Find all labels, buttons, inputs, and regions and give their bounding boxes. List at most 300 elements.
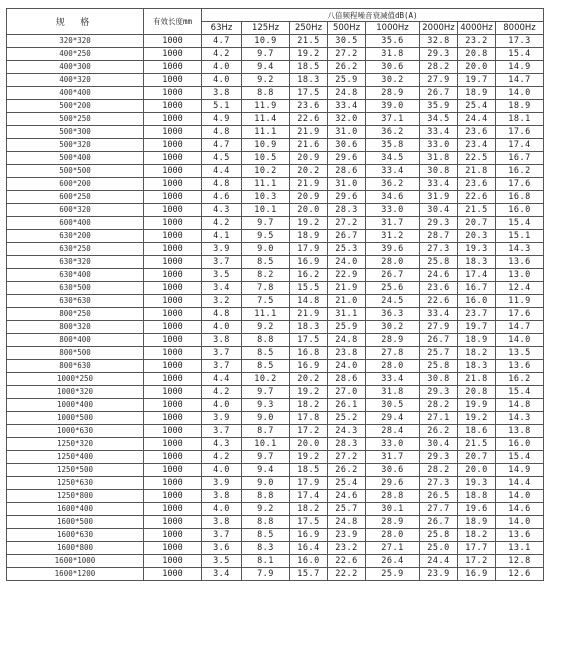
band-header: 2000Hz (420, 22, 458, 35)
length-cell: 1000 (144, 555, 202, 568)
attenuation-value-cell: 19.3 (458, 477, 496, 490)
attenuation-value-cell: 21.9 (328, 282, 366, 295)
attenuation-value-cell: 28.9 (366, 87, 420, 100)
attenuation-value-cell: 17.4 (496, 139, 544, 152)
attenuation-value-cell: 24.3 (328, 425, 366, 438)
attenuation-value-cell: 18.9 (496, 100, 544, 113)
spec-cell: 400*300 (7, 61, 144, 74)
attenuation-value-cell: 3.6 (202, 542, 242, 555)
attenuation-value-cell: 26.7 (328, 230, 366, 243)
attenuation-value-cell: 14.4 (496, 477, 544, 490)
attenuation-value-cell: 4.0 (202, 321, 242, 334)
attenuation-value-cell: 17.6 (496, 178, 544, 191)
attenuation-value-cell: 31.8 (420, 152, 458, 165)
spec-cell: 1000*500 (7, 412, 144, 425)
attenuation-value-cell: 17.3 (496, 35, 544, 48)
spec-cell: 1600*400 (7, 503, 144, 516)
attenuation-value-cell: 7.8 (242, 282, 290, 295)
attenuation-value-cell: 20.0 (290, 204, 328, 217)
attenuation-value-cell: 9.0 (242, 243, 290, 256)
length-column-header: 有效长度mm (144, 9, 202, 35)
length-cell: 1000 (144, 347, 202, 360)
attenuation-value-cell: 39.6 (366, 243, 420, 256)
table-row (7, 503, 544, 516)
attenuation-value-cell: 15.4 (496, 386, 544, 399)
attenuation-value-cell: 9.2 (242, 503, 290, 516)
length-cell: 1000 (144, 321, 202, 334)
attenuation-value-cell: 35.6 (366, 35, 420, 48)
table-row (7, 217, 544, 230)
length-cell: 1000 (144, 165, 202, 178)
spec-cell: 400*250 (7, 48, 144, 61)
attenuation-value-cell: 31.7 (366, 217, 420, 230)
attenuation-value-cell: 3.8 (202, 334, 242, 347)
attenuation-value-cell: 22.6 (420, 295, 458, 308)
attenuation-value-cell: 20.8 (458, 386, 496, 399)
spec-cell: 500*200 (7, 100, 144, 113)
spec-cell: 600*200 (7, 178, 144, 191)
attenuation-value-cell: 16.0 (290, 555, 328, 568)
attenuation-value-cell: 4.8 (202, 308, 242, 321)
attenuation-value-cell: 25.7 (420, 347, 458, 360)
attenuation-value-cell: 28.8 (366, 490, 420, 503)
attenuation-value-cell: 25.3 (328, 243, 366, 256)
attenuation-value-cell: 23.6 (458, 126, 496, 139)
attenuation-value-cell: 10.1 (242, 438, 290, 451)
attenuation-value-cell: 8.5 (242, 360, 290, 373)
attenuation-value-cell: 19.2 (290, 451, 328, 464)
spec-cell: 800*320 (7, 321, 144, 334)
attenuation-value-cell: 22.2 (328, 568, 366, 581)
attenuation-value-cell: 14.6 (496, 503, 544, 516)
attenuation-value-cell: 23.9 (420, 568, 458, 581)
spec-cell: 1250*630 (7, 477, 144, 490)
attenuation-value-cell: 11.9 (496, 295, 544, 308)
attenuation-value-cell: 34.6 (366, 191, 420, 204)
length-cell: 1000 (144, 295, 202, 308)
table-row (7, 568, 544, 581)
spec-cell: 1600*1200 (7, 568, 144, 581)
table-row (7, 451, 544, 464)
attenuation-value-cell: 16.0 (496, 204, 544, 217)
band-header: 250Hz (290, 22, 328, 35)
attenuation-value-cell: 17.4 (290, 490, 328, 503)
length-cell: 1000 (144, 334, 202, 347)
attenuation-value-cell: 11.4 (242, 113, 290, 126)
table-row (7, 178, 544, 191)
attenuation-value-cell: 20.3 (458, 230, 496, 243)
length-cell: 1000 (144, 126, 202, 139)
attenuation-value-cell: 23.8 (328, 347, 366, 360)
length-cell: 1000 (144, 503, 202, 516)
attenuation-value-cell: 19.2 (458, 412, 496, 425)
attenuation-value-cell: 4.7 (202, 139, 242, 152)
attenuation-value-cell: 21.5 (458, 438, 496, 451)
length-cell: 1000 (144, 269, 202, 282)
attenuation-value-cell: 28.0 (366, 256, 420, 269)
attenuation-value-cell: 15.4 (496, 451, 544, 464)
attenuation-value-cell: 17.2 (290, 425, 328, 438)
attenuation-value-cell: 25.9 (328, 321, 366, 334)
attenuation-value-cell: 28.6 (328, 165, 366, 178)
attenuation-value-cell: 25.2 (328, 412, 366, 425)
length-cell: 1000 (144, 282, 202, 295)
attenuation-value-cell: 28.0 (366, 360, 420, 373)
attenuation-value-cell: 4.6 (202, 191, 242, 204)
table-row (7, 282, 544, 295)
band-header: 8000Hz (496, 22, 544, 35)
attenuation-value-cell: 7.9 (242, 568, 290, 581)
attenuation-value-cell: 25.6 (366, 282, 420, 295)
spec-cell: 1250*800 (7, 490, 144, 503)
length-cell: 1000 (144, 490, 202, 503)
table-row (7, 126, 544, 139)
attenuation-value-cell: 4.0 (202, 74, 242, 87)
attenuation-value-cell: 31.0 (328, 126, 366, 139)
table-row (7, 74, 544, 87)
attenuation-value-cell: 30.2 (366, 74, 420, 87)
length-cell: 1000 (144, 61, 202, 74)
spec-cell: 1250*500 (7, 464, 144, 477)
length-cell: 1000 (144, 152, 202, 165)
attenuation-value-cell: 24.8 (328, 87, 366, 100)
attenuation-value-cell: 25.8 (420, 529, 458, 542)
attenuation-value-cell: 10.2 (242, 373, 290, 386)
attenuation-value-cell: 30.8 (420, 373, 458, 386)
attenuation-value-cell: 22.6 (328, 555, 366, 568)
attenuation-value-cell: 7.5 (242, 295, 290, 308)
table-row (7, 87, 544, 100)
attenuation-value-cell: 18.9 (458, 87, 496, 100)
attenuation-value-cell: 18.3 (290, 74, 328, 87)
attenuation-value-cell: 30.6 (366, 464, 420, 477)
attenuation-value-cell: 30.6 (366, 61, 420, 74)
attenuation-value-cell: 16.8 (496, 191, 544, 204)
attenuation-value-cell: 28.2 (420, 399, 458, 412)
attenuation-value-cell: 24.8 (328, 334, 366, 347)
length-cell: 1000 (144, 386, 202, 399)
spec-cell: 800*400 (7, 334, 144, 347)
attenuation-value-cell: 15.4 (496, 217, 544, 230)
attenuation-value-cell: 8.8 (242, 516, 290, 529)
attenuation-value-cell: 22.6 (290, 113, 328, 126)
attenuation-value-cell: 25.0 (420, 542, 458, 555)
attenuation-value-cell: 22.6 (458, 191, 496, 204)
length-cell: 1000 (144, 100, 202, 113)
attenuation-value-cell: 4.4 (202, 373, 242, 386)
attenuation-value-cell: 28.6 (328, 373, 366, 386)
spec-cell: 800*500 (7, 347, 144, 360)
attenuation-value-cell: 20.8 (458, 48, 496, 61)
spec-cell: 1600*800 (7, 542, 144, 555)
attenuation-value-cell: 17.6 (496, 308, 544, 321)
spec-cell: 1000*320 (7, 386, 144, 399)
table-row (7, 321, 544, 334)
attenuation-value-cell: 29.6 (328, 152, 366, 165)
table-row (7, 477, 544, 490)
attenuation-value-cell: 4.0 (202, 399, 242, 412)
attenuation-value-cell: 4.0 (202, 503, 242, 516)
attenuation-value-cell: 20.0 (458, 61, 496, 74)
attenuation-value-cell: 31.8 (366, 386, 420, 399)
spec-column-header: 规 格 (7, 9, 144, 35)
attenuation-value-cell: 23.6 (420, 282, 458, 295)
attenuation-value-cell: 35.8 (366, 139, 420, 152)
attenuation-value-cell: 26.7 (420, 334, 458, 347)
attenuation-value-cell: 20.7 (458, 217, 496, 230)
attenuation-value-cell: 4.7 (202, 35, 242, 48)
attenuation-value-cell: 23.7 (458, 308, 496, 321)
attenuation-value-cell: 8.8 (242, 490, 290, 503)
attenuation-value-cell: 30.8 (420, 165, 458, 178)
attenuation-value-cell: 25.4 (458, 100, 496, 113)
attenuation-value-cell: 19.2 (290, 48, 328, 61)
attenuation-value-cell: 17.5 (290, 334, 328, 347)
attenuation-value-cell: 30.1 (366, 503, 420, 516)
attenuation-value-cell: 3.8 (202, 87, 242, 100)
spec-cell: 630*200 (7, 230, 144, 243)
length-cell: 1000 (144, 529, 202, 542)
attenuation-value-cell: 11.1 (242, 308, 290, 321)
attenuation-value-cell: 30.4 (420, 438, 458, 451)
attenuation-value-cell: 28.9 (366, 516, 420, 529)
table-row (7, 308, 544, 321)
table-row (7, 360, 544, 373)
spec-cell: 400*400 (7, 87, 144, 100)
attenuation-value-cell: 10.2 (242, 165, 290, 178)
table-row (7, 204, 544, 217)
attenuation-value-cell: 9.7 (242, 48, 290, 61)
attenuation-value-cell: 39.0 (366, 100, 420, 113)
attenuation-value-cell: 32.0 (328, 113, 366, 126)
attenuation-value-cell: 4.3 (202, 204, 242, 217)
attenuation-value-cell: 31.9 (420, 191, 458, 204)
attenuation-value-cell: 15.5 (290, 282, 328, 295)
attenuation-value-cell: 8.1 (242, 555, 290, 568)
attenuation-value-cell: 25.9 (366, 568, 420, 581)
attenuation-value-cell: 21.8 (458, 373, 496, 386)
attenuation-value-cell: 17.5 (290, 87, 328, 100)
spec-cell: 600*320 (7, 204, 144, 217)
table-row (7, 100, 544, 113)
attenuation-value-cell: 8.7 (242, 425, 290, 438)
spec-cell: 1250*320 (7, 438, 144, 451)
spec-cell: 400*320 (7, 74, 144, 87)
attenuation-value-cell: 16.9 (458, 568, 496, 581)
spec-cell: 500*500 (7, 165, 144, 178)
attenuation-value-cell: 21.9 (290, 308, 328, 321)
attenuation-value-cell: 26.7 (366, 269, 420, 282)
attenuation-value-cell: 15.7 (290, 568, 328, 581)
table-row (7, 347, 544, 360)
attenuation-value-cell: 29.3 (420, 386, 458, 399)
attenuation-value-cell: 27.8 (366, 347, 420, 360)
spec-cell: 1600*630 (7, 529, 144, 542)
attenuation-value-cell: 14.0 (496, 87, 544, 100)
attenuation-value-cell: 13.6 (496, 256, 544, 269)
attenuation-value-cell: 24.8 (328, 516, 366, 529)
attenuation-value-cell: 4.2 (202, 217, 242, 230)
attenuation-value-cell: 31.7 (366, 451, 420, 464)
attenuation-value-cell: 3.7 (202, 360, 242, 373)
attenuation-value-cell: 26.2 (328, 464, 366, 477)
attenuation-value-cell: 14.7 (496, 321, 544, 334)
attenuation-value-cell: 26.2 (328, 61, 366, 74)
attenuation-value-cell: 13.1 (496, 542, 544, 555)
attenuation-value-cell: 30.6 (328, 139, 366, 152)
attenuation-value-cell: 3.7 (202, 425, 242, 438)
attenuation-value-cell: 9.3 (242, 399, 290, 412)
attenuation-value-cell: 10.9 (242, 139, 290, 152)
attenuation-value-cell: 4.1 (202, 230, 242, 243)
table-row (7, 152, 544, 165)
band-header: 500Hz (328, 22, 366, 35)
attenuation-value-cell: 14.0 (496, 334, 544, 347)
attenuation-value-cell: 27.7 (420, 503, 458, 516)
table-row (7, 438, 544, 451)
attenuation-value-cell: 16.0 (458, 295, 496, 308)
attenuation-value-cell: 37.1 (366, 113, 420, 126)
attenuation-value-cell: 26.2 (420, 425, 458, 438)
spec-cell: 1250*400 (7, 451, 144, 464)
attenuation-value-cell: 24.0 (328, 360, 366, 373)
attenuation-value-cell: 25.9 (328, 74, 366, 87)
attenuation-value-cell: 16.4 (290, 542, 328, 555)
length-cell: 1000 (144, 217, 202, 230)
table-row (7, 334, 544, 347)
length-cell: 1000 (144, 113, 202, 126)
attenuation-value-cell: 29.6 (366, 477, 420, 490)
attenuation-value-cell: 21.9 (290, 126, 328, 139)
attenuation-value-cell: 16.9 (290, 360, 328, 373)
attenuation-value-cell: 28.3 (328, 438, 366, 451)
table-row (7, 529, 544, 542)
spec-cell: 500*400 (7, 152, 144, 165)
attenuation-value-cell: 26.4 (366, 555, 420, 568)
noise-attenuation-table (6, 8, 544, 581)
attenuation-value-cell: 16.2 (290, 269, 328, 282)
attenuation-value-cell: 23.2 (458, 35, 496, 48)
attenuation-value-cell: 33.4 (366, 373, 420, 386)
attenuation-value-cell: 9.7 (242, 217, 290, 230)
attenuation-value-cell: 5.1 (202, 100, 242, 113)
length-cell: 1000 (144, 139, 202, 152)
attenuation-value-cell: 24.6 (420, 269, 458, 282)
attenuation-value-cell: 16.2 (496, 373, 544, 386)
attenuation-value-cell: 9.5 (242, 230, 290, 243)
attenuation-value-cell: 17.4 (458, 269, 496, 282)
spec-cell: 1600*500 (7, 516, 144, 529)
spec-cell: 1000*630 (7, 425, 144, 438)
attenuation-value-cell: 9.2 (242, 321, 290, 334)
table-row (7, 490, 544, 503)
attenuation-value-cell: 17.9 (290, 243, 328, 256)
attenuation-value-cell: 13.6 (496, 529, 544, 542)
length-cell: 1000 (144, 412, 202, 425)
length-cell: 1000 (144, 74, 202, 87)
attenuation-value-cell: 4.8 (202, 126, 242, 139)
attenuation-value-cell: 4.5 (202, 152, 242, 165)
attenuation-value-cell: 10.1 (242, 204, 290, 217)
attenuation-value-cell: 3.5 (202, 555, 242, 568)
length-cell: 1000 (144, 35, 202, 48)
attenuation-value-cell: 13.5 (496, 347, 544, 360)
attenuation-value-cell: 33.4 (366, 165, 420, 178)
length-cell: 1000 (144, 516, 202, 529)
attenuation-value-cell: 20.7 (458, 451, 496, 464)
spec-cell: 630*400 (7, 269, 144, 282)
length-cell: 1000 (144, 243, 202, 256)
table-row (7, 412, 544, 425)
attenuation-value-cell: 21.5 (458, 204, 496, 217)
attenuation-value-cell: 24.4 (420, 555, 458, 568)
attenuation-table-container (6, 8, 544, 581)
attenuation-value-cell: 28.3 (328, 204, 366, 217)
attenuation-value-cell: 14.0 (496, 516, 544, 529)
attenuation-value-cell: 11.1 (242, 126, 290, 139)
attenuation-value-cell: 4.4 (202, 165, 242, 178)
attenuation-value-cell: 11.9 (242, 100, 290, 113)
attenuation-value-cell: 14.9 (496, 464, 544, 477)
table-body (7, 35, 544, 581)
table-row (7, 113, 544, 126)
attenuation-value-cell: 14.9 (496, 61, 544, 74)
attenuation-group-header: 八倍频程噪音衰减值dB(A) (202, 9, 544, 22)
attenuation-value-cell: 30.2 (366, 321, 420, 334)
attenuation-value-cell: 33.0 (366, 438, 420, 451)
attenuation-value-cell: 3.9 (202, 412, 242, 425)
spec-cell: 630*630 (7, 295, 144, 308)
attenuation-value-cell: 25.8 (420, 256, 458, 269)
attenuation-value-cell: 3.8 (202, 490, 242, 503)
spec-cell: 800*630 (7, 360, 144, 373)
attenuation-value-cell: 18.5 (290, 464, 328, 477)
attenuation-value-cell: 3.9 (202, 477, 242, 490)
attenuation-value-cell: 30.5 (366, 399, 420, 412)
spec-cell: 600*400 (7, 217, 144, 230)
attenuation-value-cell: 36.2 (366, 178, 420, 191)
table-row (7, 35, 544, 48)
attenuation-value-cell: 18.1 (496, 113, 544, 126)
attenuation-value-cell: 12.4 (496, 282, 544, 295)
attenuation-value-cell: 16.9 (290, 529, 328, 542)
table-row (7, 165, 544, 178)
length-cell: 1000 (144, 360, 202, 373)
attenuation-value-cell: 18.2 (290, 399, 328, 412)
attenuation-value-cell: 9.2 (242, 74, 290, 87)
attenuation-value-cell: 31.0 (328, 178, 366, 191)
attenuation-value-cell: 18.3 (458, 256, 496, 269)
attenuation-value-cell: 8.8 (242, 334, 290, 347)
band-header: 4000Hz (458, 22, 496, 35)
length-cell: 1000 (144, 477, 202, 490)
table-row (7, 399, 544, 412)
attenuation-value-cell: 19.2 (290, 386, 328, 399)
spec-cell: 500*300 (7, 126, 144, 139)
attenuation-value-cell: 34.5 (366, 152, 420, 165)
attenuation-value-cell: 29.3 (420, 217, 458, 230)
attenuation-value-cell: 13.6 (496, 360, 544, 373)
attenuation-value-cell: 27.2 (328, 451, 366, 464)
attenuation-value-cell: 17.2 (458, 555, 496, 568)
attenuation-value-cell: 21.6 (290, 139, 328, 152)
attenuation-value-cell: 20.2 (290, 165, 328, 178)
attenuation-value-cell: 27.2 (328, 217, 366, 230)
attenuation-value-cell: 8.5 (242, 347, 290, 360)
table-row (7, 48, 544, 61)
length-cell: 1000 (144, 87, 202, 100)
attenuation-value-cell: 16.7 (496, 152, 544, 165)
